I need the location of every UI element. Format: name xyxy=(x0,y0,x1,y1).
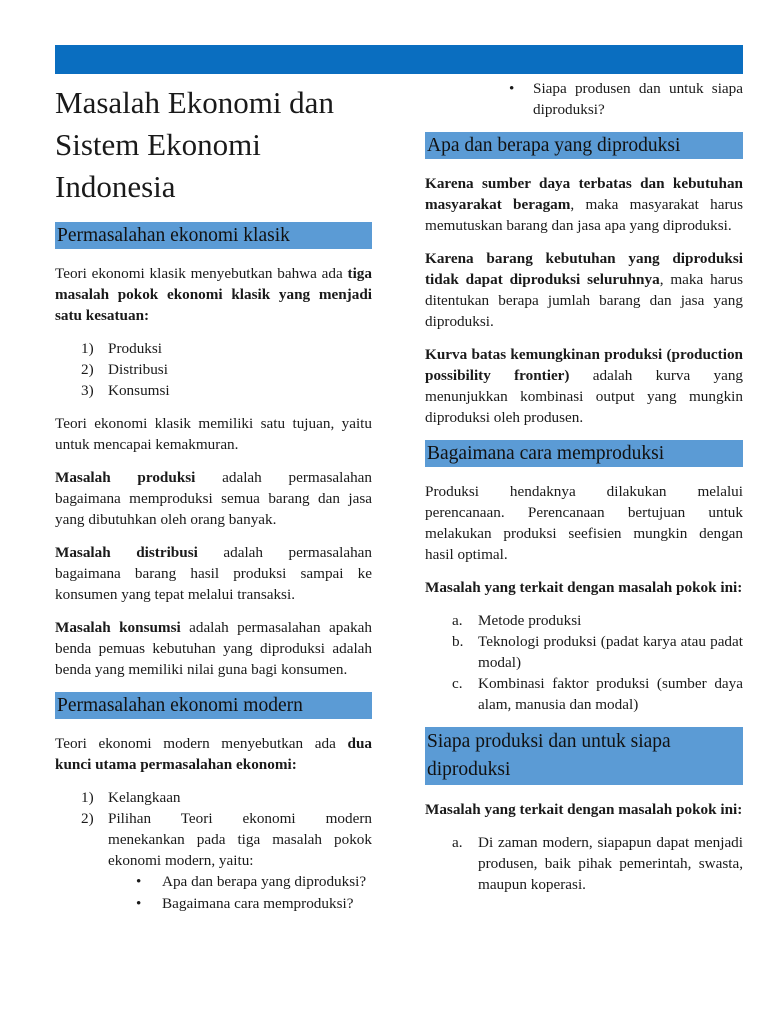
list-item: a. Metode produksi xyxy=(452,612,582,629)
siapa-p1: Masalah yang terkait dengan masalah pokok ini: xyxy=(425,801,743,818)
heading-bagaimana: Bagaimana cara memproduksi xyxy=(425,440,743,467)
right-column xyxy=(425,78,743,907)
list-item: 2) Distribusi xyxy=(81,361,168,378)
heading-apa-berapa: Apa dan berapa yang diproduksi xyxy=(425,132,743,159)
heading-ekonomi-modern: Permasalahan ekonomi modern xyxy=(55,692,372,719)
modern-intro: Teori ekonomi modern menyebutkan ada dua kunci utama permasalahan ekonomi: xyxy=(55,735,372,773)
list-item: • Bagaimana cara memproduksi? xyxy=(136,895,354,912)
klasik-intro: Teori ekonomi klasik menyebutkan bahwa ada tiga masalah pokok ekonomi klasik yang menjadi satu kesatuan: xyxy=(55,265,372,324)
heading-ekonomi-klasik: Permasalahan ekonomi klasik xyxy=(55,222,372,249)
top-banner-bar xyxy=(55,45,743,74)
modern-list xyxy=(55,787,372,914)
list-item: b. Teknologi produksi (padat karya atau padat modal) xyxy=(452,633,743,671)
list-item: 1) Kelangkaan xyxy=(81,789,181,806)
list-item: • Siapa produsen dan untuk siapa diproduksi? xyxy=(509,80,743,118)
list-item: 1) Produksi xyxy=(81,340,163,357)
apa-p1: Karena sumber daya terbatas dan kebutuhan masyarakat beragam, maka masyarakat harus memutuskan barang dan jasa apa yang diproduksi. xyxy=(425,175,743,234)
bagaimana-p1: Produksi hendaknya dilakukan melalui perencanaan. Perencanaan bertujuan untuk melakukan produksi seefisien mungkin dengan hasil optimal. xyxy=(425,483,743,563)
heading-siapa-produksi: Siapa produksi dan untuk siapa diproduksi xyxy=(425,727,743,785)
apa-p2: Karena barang kebutuhan yang diproduksi tidak dapat diproduksi seluruhnya, maka harus ditentukan berapa jumlah barang dan jasa yang diproduksi. xyxy=(425,250,743,330)
masalah-konsumsi: Masalah konsumsi adalah permasalahan apakah benda pemuas kebutuhan yang diproduksi adalah benda yang memiliki nilai guna bagi konsumen. xyxy=(55,619,372,678)
list-item: • Apa dan berapa yang diproduksi? xyxy=(136,873,367,890)
masalah-produksi: Masalah produksi adalah permasalahan bagaimana memproduksi semua barang dan jasa yang dibutuhkan oleh orang banyak. xyxy=(55,469,372,528)
modern-sublist xyxy=(108,871,372,914)
list-item: c. Kombinasi faktor produksi (sumber daya alam, manusia dan modal) xyxy=(452,675,743,713)
list-item: 3) Konsumsi xyxy=(81,382,170,399)
klasik-goal: Teori ekonomi klasik memiliki satu tujuan, yaitu untuk mencapai kemakmuran. xyxy=(55,415,372,453)
list-item: a. Di zaman modern, siapapun dapat menjadi produsen, baik pihak pemerintah, swasta, maupun koperasi. xyxy=(452,834,743,893)
apa-p3: Kurva batas kemungkinan produksi (production possibility frontier) adalah kurva yang menunjukkan kombinasi output yang mungkin diproduksi oleh produsen. xyxy=(425,346,744,426)
klasik-list xyxy=(55,338,372,401)
bagaimana-list xyxy=(425,610,743,715)
siapa-list xyxy=(425,832,743,895)
list-item: 2) Pilihan Teori ekonomi modern menekankan pada tiga masalah pokok ekonomi modern, yaitu: • Apa dan berapa yang diproduksi? • Bagaimana cara memproduksi? xyxy=(81,810,372,912)
masalah-distribusi: Masalah distribusi adalah permasalahan bagaimana barang hasil produksi sampai ke konsumen yang tepat melalui transaksi. xyxy=(55,544,373,603)
document-title: Masalah Ekonomi dan Sistem Ekonomi Indonesia xyxy=(55,85,334,204)
bagaimana-p2: Masalah yang terkait dengan masalah pokok ini: xyxy=(425,579,743,596)
continued-sublist xyxy=(425,78,743,120)
left-column xyxy=(55,78,372,926)
